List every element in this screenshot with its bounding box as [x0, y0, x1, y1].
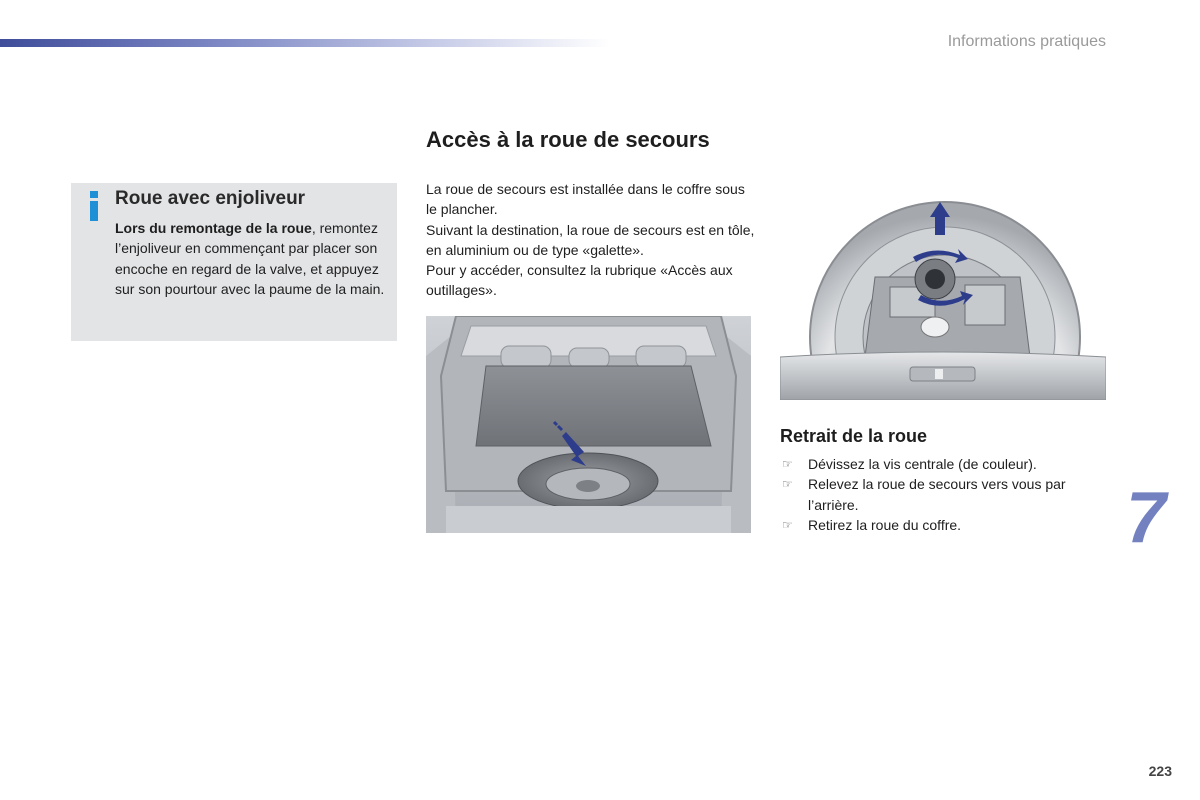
- info-box-body-bold: Lors du remontage de la roue: [115, 220, 312, 236]
- info-box-title: Roue avec enjoliveur: [115, 188, 306, 209]
- list-item: [780, 474, 1110, 515]
- chapter-header: Informations pratiques: [947, 33, 1106, 50]
- section-title-removal: Retrait de la roue: [780, 426, 928, 446]
- list-item: [780, 515, 1110, 535]
- info-icon: [87, 191, 101, 221]
- step-text: Retirez la roue du coffre.: [808, 516, 962, 533]
- info-box-body-text: , remontez l’enjoliveur en commençant par placer son encoche en regard de la valve, et appuyez sur son pourtour avec la paume de la main.: [115, 220, 385, 297]
- page-number: 223: [1148, 763, 1172, 779]
- step-text: Relevez la roue de secours vers vous par l’arrière.: [808, 476, 1066, 513]
- intro-text: [426, 179, 756, 301]
- list-item: [780, 454, 1110, 474]
- header-accent-bar: [0, 39, 610, 47]
- spare-wheel-illustration: [780, 187, 1106, 400]
- pointing-hand-icon: ☞: [782, 477, 793, 492]
- page-title: Accès à la roue de secours: [426, 127, 710, 152]
- pointing-hand-icon: ☞: [782, 517, 793, 532]
- info-box: [71, 183, 397, 341]
- intro-line: La roue de secours est installée dans le coffre sous le plancher.: [426, 181, 745, 218]
- intro-line: Pour y accéder, consultez la rubrique «Accès aux outillages».: [426, 262, 733, 299]
- removal-steps: [780, 454, 1110, 535]
- info-box-body: [115, 218, 391, 299]
- pointing-hand-icon: ☞: [782, 457, 793, 471]
- intro-line: Suivant la destination, la roue de secours est en tôle, en aluminium ou de type «galette».: [426, 221, 755, 258]
- step-text: Dévissez la vis centrale (de couleur).: [808, 456, 1037, 472]
- trunk-illustration: [426, 316, 751, 533]
- chapter-number: 7: [1126, 478, 1165, 558]
